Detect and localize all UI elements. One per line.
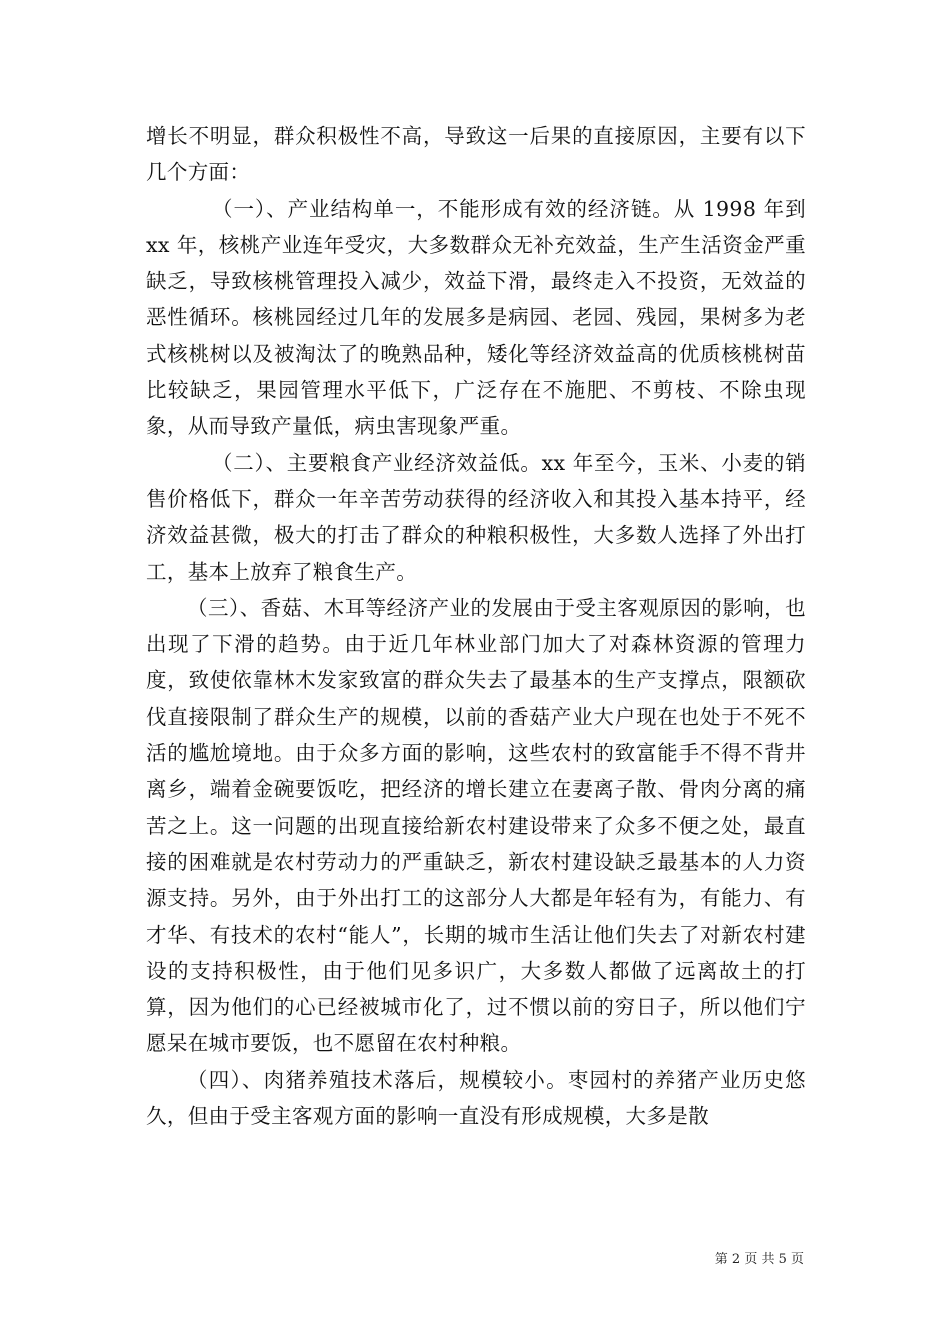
paragraph-section-2: （二）、主要粮食产业经济效益低。xx 年至今，玉米、小麦的销售价格低下，群众一年辛苦劳动获得的经济收入和其投入基本持平，经济效益甚微，极大的打击了群众的种粮积极性，大多数人选择了外出打工，基本上放弃了粮食生产。 bbox=[146, 450, 806, 584]
body-text bbox=[146, 118, 806, 1134]
page-footer bbox=[715, 1248, 804, 1267]
paragraph-section-3: （三）、香菇、木耳等经济产业的发展由于受主客观原因的影响，也出现了下滑的趋势。由于近几年林业部门加大了对森林资源的管理力度，致使依靠林木发家致富的群众失去了最基本的生产支撑点，限额砍伐直接限制了群众生产的规模，以前的香菇产业大户现在也处于不死不活的尴尬境地。由于众多方面的影响，这些农村的致富能手不得不背井离乡，端着金碗要饭吃，把经济的增长建立在妻离子散、骨肉分离的痛苦之上。这一问题的出现直接给新农村建设带来了众多不便之处，最直接的困难就是农村劳动力的严重缺乏，新农村建设缺乏最基本的人力资源支持。另外，由于外出打工的这部分人大都是年轻有为，有能力、有才华、有技术的农村“能人”，长期的城市生活让他们失去了对新农村建设的支持积极性，由于他们见多识广，大多数人都做了远离故土的打算，因为他们的心已经被城市化了，过不惯以前的穷日子，所以他们宁愿呆在城市要饭，也不愿留在农村种粮。 bbox=[146, 595, 806, 1056]
paragraph-section-4: （四）、肉猪养殖技术落后，规模较小。枣园村的养猪产业历史悠久，但由于受主客观方面的影响一直没有形成规模，大多是散 bbox=[146, 1067, 806, 1129]
paragraph-section-1: （一）、产业结构单一，不能形成有效的经济链。从 1998 年到 xx 年，核桃产业连年受灾，大多数群众无补充效益，生产生活资金严重缺乏，导致核桃管理投入减少，效益下滑，最终走入不投资，无效益的恶性循环。核桃园经过几年的发展多是病园、老园、残园，果树多为老式核桃树以及被淘汰了的晚熟品种，矮化等经济效益高的优质核桃树苗比较缺乏，果园管理水平低下，广泛存在不施肥、不剪枝、不除虫现象，从而导致产量低，病虫害现象严重。 bbox=[146, 196, 806, 439]
paragraph-continuation: 增长不明显，群众积极性不高，导致这一后果的直接原因，主要有以下几个方面： bbox=[146, 124, 806, 185]
page-number: 第 2 页 共 5 页 bbox=[714, 1252, 804, 1267]
